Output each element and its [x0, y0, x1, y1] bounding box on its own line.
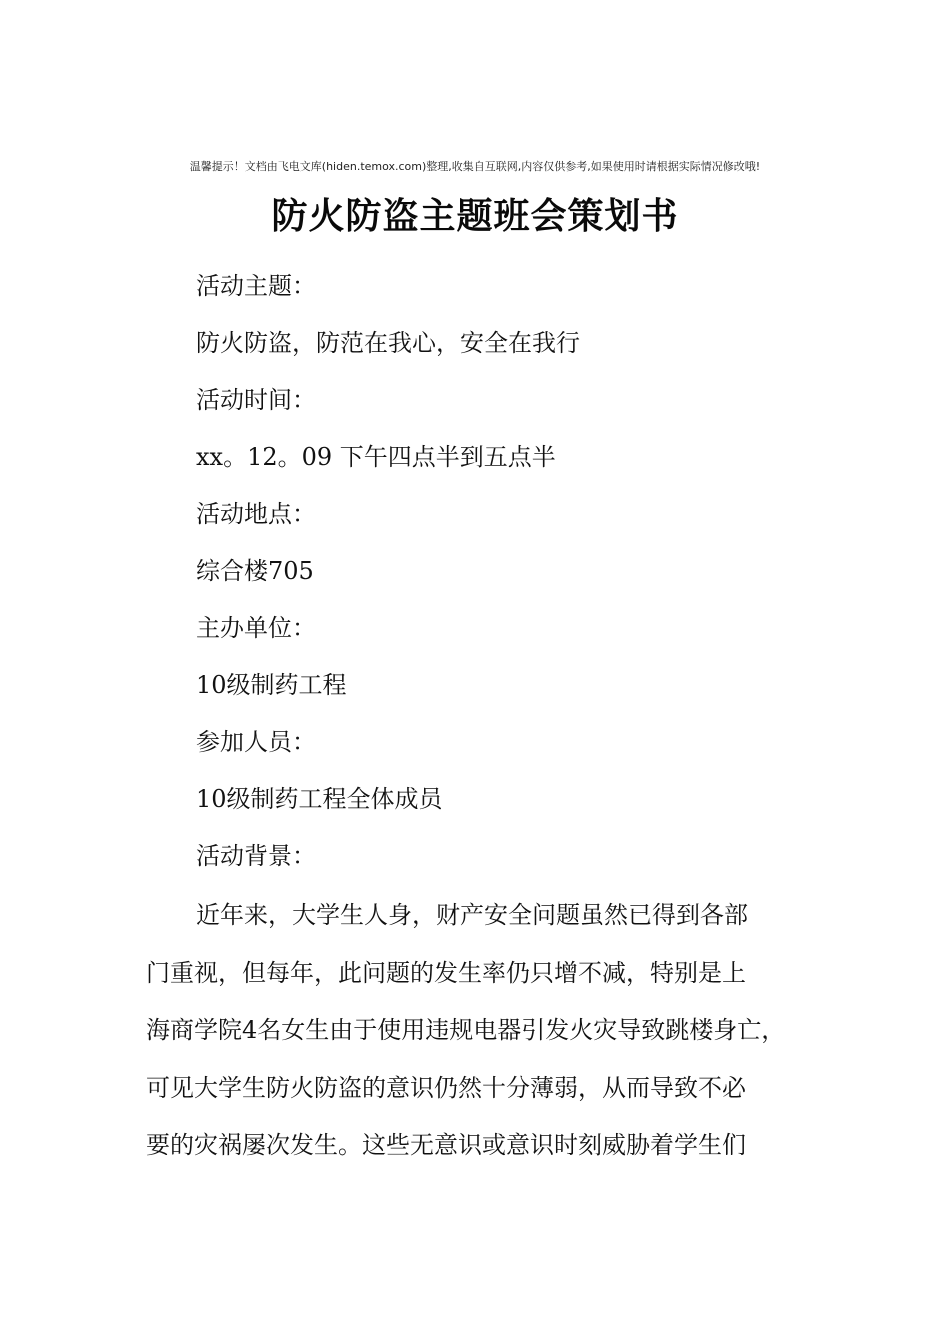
paragraph-line: 可见大学生防火防盗的意识仍然十分薄弱，从而导致不必: [146, 1073, 746, 1102]
field-label-participants: 参加人员：: [196, 728, 316, 756]
paragraph-line: 要的灾祸屡次发生。这些无意识或意识时刻威胁着学生们: [146, 1131, 746, 1159]
field-value-participants: 10级制药工程全体成员: [196, 785, 443, 813]
background-paragraph: [146, 898, 836, 1186]
document-title: 防火防盗主题班会策划书: [271, 196, 679, 237]
field-label-organizer: 主办单位：: [196, 614, 316, 642]
field-value-time: xx。12。09 下午四点半到五点半: [196, 443, 556, 471]
field-value-organizer: 10级制药工程: [196, 671, 347, 699]
field-value-theme: 防火防盗，防范在我心，安全在我行: [196, 329, 580, 357]
field-value-location: 综合楼705: [196, 557, 314, 585]
paragraph-line: 近年来，大学生人身，财产安全问题虽然已得到各部: [196, 901, 748, 929]
field-label-theme: 活动主题：: [196, 272, 316, 300]
field-label-background: 活动背景：: [196, 842, 316, 870]
field-label-location: 活动地点：: [196, 500, 316, 528]
field-label-time: 活动时间：: [196, 386, 316, 414]
paragraph-line: 门重视，但每年，此问题的发生率仍只增不减，特别是上: [146, 958, 746, 987]
paragraph-line: 海商学院4名女生由于使用违规电器引发火灾导致跳楼身亡，: [146, 1016, 786, 1044]
watermark-notice: 温馨提示！文档由飞电文库(hiden.temox.com)整理,收集自互联网,内容仅供参考,如果使用时请根据实际情况修改哦!: [189, 160, 761, 173]
